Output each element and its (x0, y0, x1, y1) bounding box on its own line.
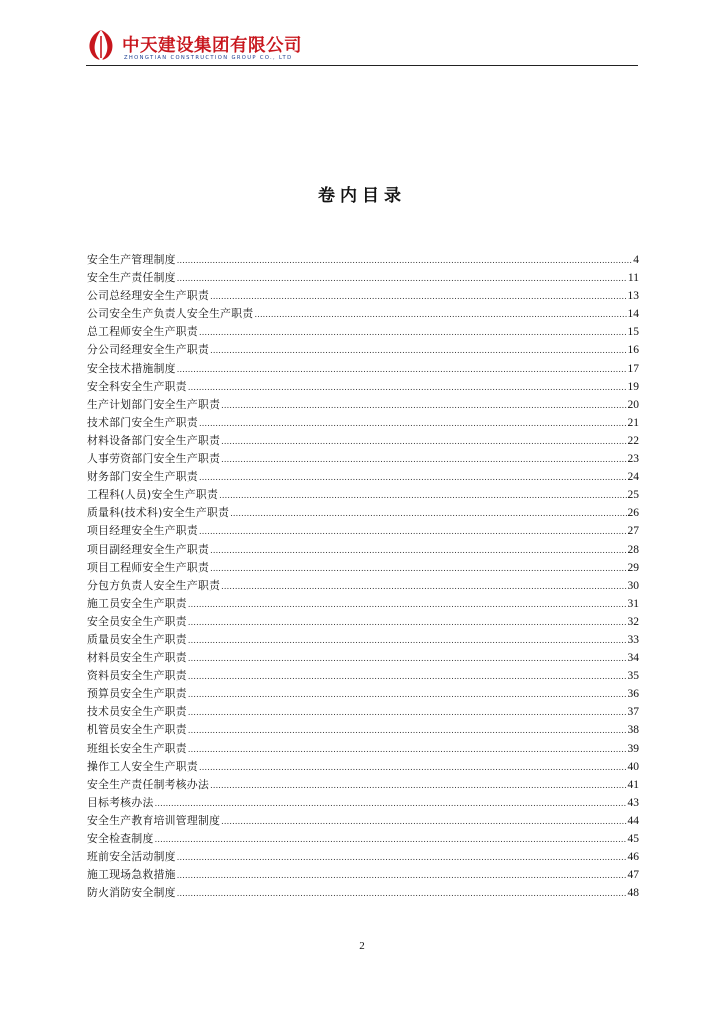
toc-entry-label: 公司总经理安全生产职责 (87, 289, 210, 303)
toc-entry-page: 25 (627, 489, 639, 502)
toc-entry-page: 38 (627, 724, 639, 737)
toc-entry-label: 安全科安全生产职责 (87, 379, 187, 393)
toc-entry[interactable] (87, 522, 639, 540)
toc-entry[interactable] (87, 504, 639, 522)
page-header (86, 28, 638, 68)
toc-dot-leader (221, 397, 626, 415)
toc-entry-page: 46 (627, 851, 639, 864)
toc-entry-page: 28 (627, 543, 639, 556)
toc-entry-label: 总工程师安全生产职责 (87, 325, 198, 339)
toc-entry-page: 21 (627, 416, 639, 429)
toc-dot-leader (177, 270, 627, 288)
toc-entry[interactable] (87, 541, 639, 559)
toc-entry[interactable] (87, 685, 639, 703)
toc-dot-leader (219, 487, 626, 505)
toc-dot-leader (155, 795, 627, 813)
toc-entry-page: 39 (627, 742, 639, 755)
toc-dot-leader (188, 614, 627, 632)
toc-dot-leader (210, 342, 626, 360)
toc-dot-leader (199, 469, 627, 487)
toc-dot-leader (210, 288, 626, 306)
toc-dot-leader (199, 324, 627, 342)
toc-entry-page: 11 (627, 272, 639, 285)
toc-dot-leader (177, 252, 632, 270)
toc-dot-leader (221, 578, 626, 596)
toc-entry-page: 47 (627, 869, 639, 882)
toc-entry[interactable] (87, 360, 639, 378)
toc-entry-label: 工程科(人员)安全生产职责 (87, 488, 219, 502)
toc-entry-page: 30 (627, 579, 639, 592)
toc-dot-leader (188, 704, 627, 722)
toc-entry[interactable] (87, 613, 639, 631)
toc-entry-page: 35 (627, 670, 639, 683)
toc-entry[interactable] (87, 323, 639, 341)
toc-dot-leader (177, 849, 627, 867)
toc-entry-page: 27 (627, 525, 639, 538)
toc-entry[interactable] (87, 848, 639, 866)
zhongtian-logo-icon (86, 28, 116, 62)
toc-entry[interactable] (87, 703, 639, 721)
toc-entry[interactable] (87, 776, 639, 794)
toc-entry-page: 15 (627, 326, 639, 339)
toc-entry[interactable] (87, 450, 639, 468)
toc-entry-label: 财务部门安全生产职责 (87, 470, 198, 484)
toc-entry-label: 安全生产教育培训管理制度 (87, 813, 221, 827)
toc-entry-page: 20 (627, 398, 639, 411)
toc-dot-leader (177, 885, 627, 903)
toc-entry-label: 项目工程师安全生产职责 (87, 560, 210, 574)
toc-entry-label: 技术部门安全生产职责 (87, 415, 198, 429)
toc-entry-label: 公司安全生产负责人安全生产职责 (87, 307, 254, 321)
toc-entry[interactable] (87, 559, 639, 577)
toc-entry-label: 操作工人安全生产职责 (87, 759, 198, 773)
toc-entry-label: 质量员安全生产职责 (87, 632, 187, 646)
toc-dot-leader (188, 379, 627, 397)
toc-entry-page: 19 (627, 380, 639, 393)
toc-entry-page: 14 (627, 308, 639, 321)
toc-entry[interactable] (87, 721, 639, 739)
toc-entry-page: 40 (627, 760, 639, 773)
toc-dot-leader (199, 759, 627, 777)
page-number: 2 (359, 940, 365, 952)
toc-dot-leader (155, 831, 627, 849)
toc-entry-label: 项目经理安全生产职责 (87, 524, 198, 538)
toc-entry-label: 施工员安全生产职责 (87, 596, 187, 610)
toc-entry-page: 36 (627, 688, 639, 701)
toc-entry[interactable] (87, 577, 639, 595)
toc-entry[interactable] (87, 396, 639, 414)
toc-entry[interactable] (87, 486, 639, 504)
toc-entry-label: 人事劳资部门安全生产职责 (87, 452, 221, 466)
toc-dot-leader (177, 867, 627, 885)
toc-dot-leader (199, 523, 627, 541)
toc-entry-page: 26 (627, 507, 639, 520)
toc-dot-leader (188, 722, 627, 740)
toc-entry[interactable] (87, 812, 639, 830)
toc-dot-leader (188, 596, 627, 614)
toc-entry-page: 4 (633, 254, 639, 266)
toc-entry-label: 安全生产责任制度 (87, 271, 176, 285)
toc-entry[interactable] (87, 269, 639, 287)
toc-entry-page: 45 (627, 833, 639, 845)
toc-entry-label: 防火消防安全制度 (87, 886, 176, 900)
toc-dot-leader (254, 306, 626, 324)
toc-entry-page: 16 (627, 344, 639, 357)
toc-dot-leader (188, 650, 627, 668)
toc-entry-page: 13 (627, 290, 639, 303)
table-of-contents (87, 251, 639, 902)
toc-entry-label: 安全员安全生产职责 (87, 614, 187, 628)
toc-entry[interactable] (87, 866, 639, 884)
toc-entry-label: 预算员安全生产职责 (87, 687, 187, 701)
toc-entry-page: 24 (627, 471, 639, 484)
toc-entry-page: 48 (627, 887, 639, 900)
toc-entry-page: 44 (627, 814, 639, 827)
toc-entry[interactable] (87, 251, 639, 269)
toc-entry-label: 安全生产责任制考核办法 (87, 777, 210, 791)
toc-entry-label: 安全检查制度 (87, 832, 154, 845)
toc-dot-leader (199, 415, 627, 433)
toc-entry-page: 31 (627, 597, 639, 610)
toc-entry-page: 34 (627, 652, 639, 665)
toc-entry[interactable] (87, 631, 639, 649)
toc-entry[interactable] (87, 884, 639, 902)
toc-dot-leader (188, 741, 627, 759)
toc-entry[interactable] (87, 595, 639, 613)
toc-entry-label: 材料员安全生产职责 (87, 651, 187, 665)
toc-dot-leader (188, 632, 627, 650)
toc-entry[interactable] (87, 758, 639, 776)
toc-entry-label: 技术员安全生产职责 (87, 705, 187, 719)
toc-entry[interactable] (87, 667, 639, 685)
toc-entry[interactable] (87, 378, 639, 396)
toc-entry-label: 材料设备部门安全生产职责 (87, 433, 221, 447)
company-name-cn: 中天建设集团有限公司 (122, 36, 302, 56)
document-title: 卷内目录 (318, 186, 406, 206)
toc-entry-label: 资料员安全生产职责 (87, 669, 187, 683)
toc-entry[interactable] (87, 341, 639, 359)
toc-entry-page: 43 (627, 796, 639, 809)
header-divider (86, 65, 638, 66)
toc-entry[interactable] (87, 830, 639, 848)
toc-dot-leader (188, 668, 627, 686)
toc-entry-page: 23 (627, 453, 639, 466)
toc-entry-label: 安全生产管理制度 (87, 253, 176, 266)
toc-entry[interactable] (87, 414, 639, 432)
toc-entry-label: 生产计划部门安全生产职责 (87, 397, 221, 411)
toc-dot-leader (221, 433, 626, 451)
toc-entry-page: 41 (627, 778, 639, 791)
toc-entry-label: 质量科(技术科)安全生产职责 (87, 506, 230, 520)
toc-entry[interactable] (87, 468, 639, 486)
toc-entry[interactable] (87, 305, 639, 323)
toc-entry-label: 分公司经理安全生产职责 (87, 343, 210, 357)
toc-dot-leader (188, 686, 627, 704)
toc-dot-leader (210, 560, 626, 578)
toc-dot-leader (230, 505, 626, 523)
toc-entry-label: 分包方负责人安全生产职责 (87, 578, 221, 592)
toc-entry[interactable] (87, 287, 639, 305)
toc-dot-leader (210, 777, 626, 795)
toc-entry[interactable] (87, 740, 639, 758)
toc-dot-leader (221, 451, 626, 469)
toc-entry-label: 安全技术措施制度 (87, 361, 176, 375)
toc-entry-label: 施工现场急救措施 (87, 868, 176, 882)
toc-entry-page: 33 (627, 633, 639, 646)
toc-entry-page: 37 (627, 706, 639, 719)
toc-entry[interactable] (87, 432, 639, 450)
toc-entry-page: 32 (627, 615, 639, 628)
toc-entry-label: 目标考核办法 (87, 795, 154, 809)
toc-dot-leader (177, 361, 627, 379)
toc-entry-label: 项目副经理安全生产职责 (87, 542, 210, 556)
toc-entry-label: 班前安全活动制度 (87, 850, 176, 864)
toc-entry-page: 22 (627, 434, 639, 447)
toc-entry[interactable] (87, 794, 639, 812)
toc-dot-leader (210, 542, 626, 560)
toc-dot-leader (221, 813, 626, 831)
toc-entry-label: 班组长安全生产职责 (87, 741, 187, 755)
toc-entry-page: 17 (627, 362, 639, 375)
company-name-en: ZHONGTIAN CONSTRUCTION GROUP CO., LTD (124, 55, 293, 61)
toc-entry-page: 29 (627, 561, 639, 574)
toc-entry[interactable] (87, 649, 639, 667)
toc-entry-label: 机管员安全生产职责 (87, 723, 187, 737)
